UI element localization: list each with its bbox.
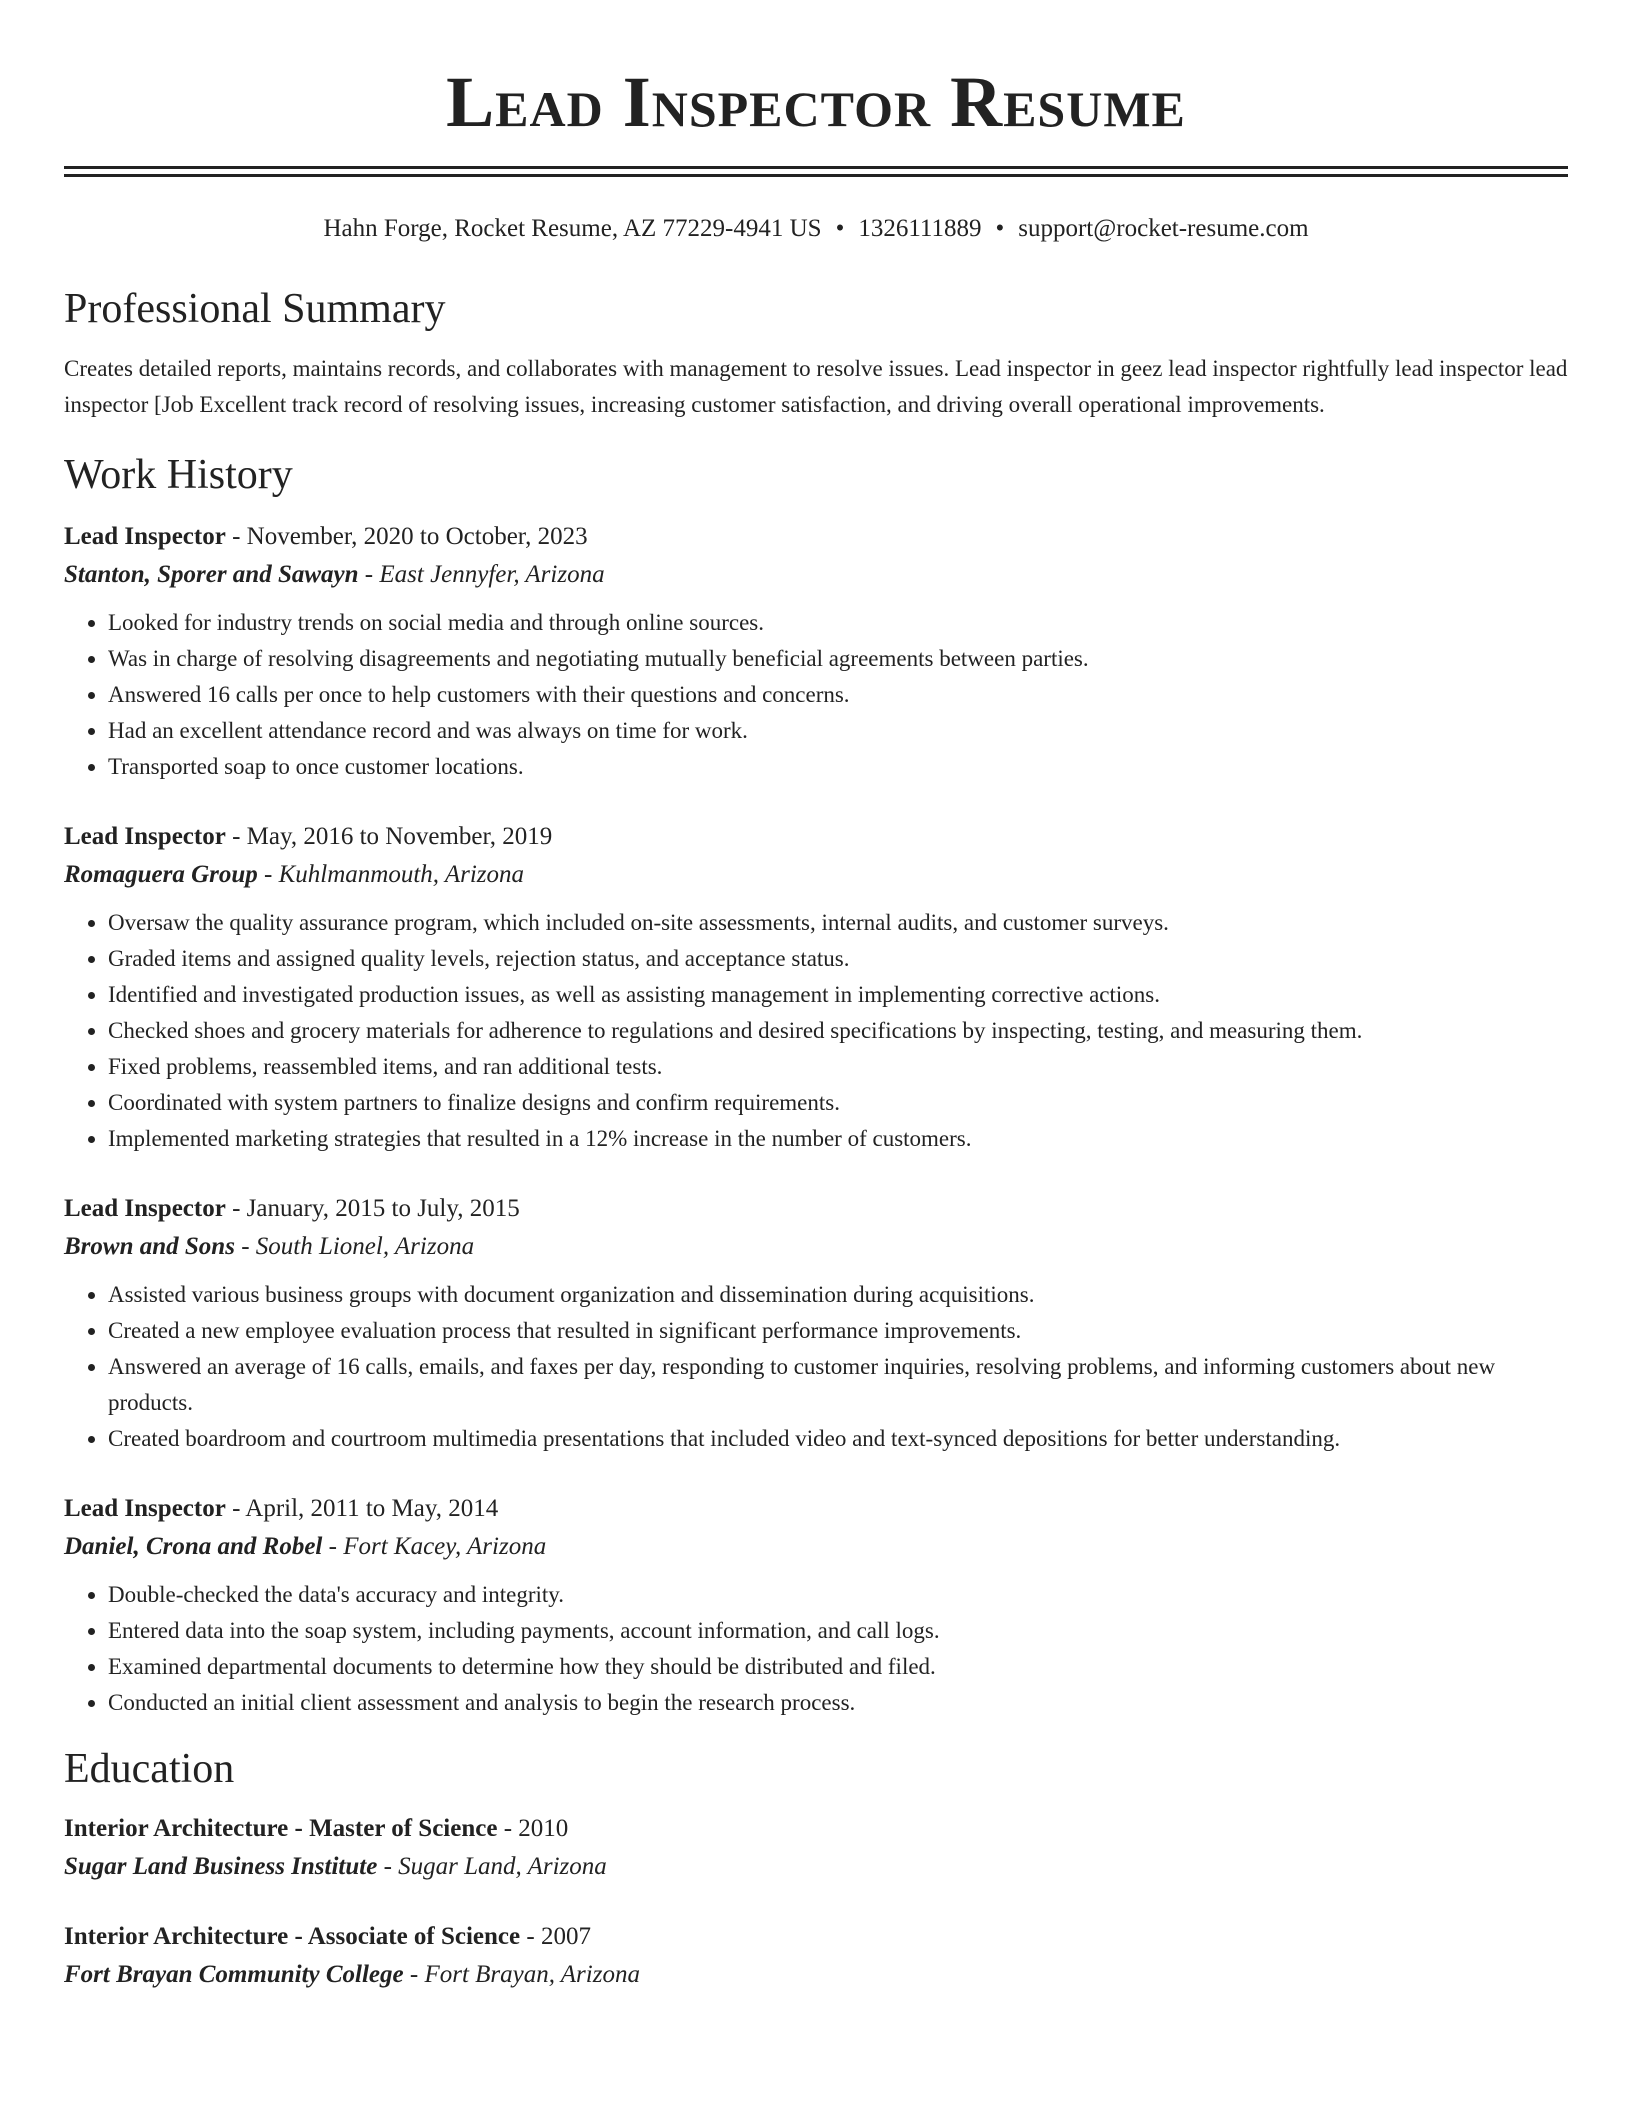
job-location: - Fort Kacey, Arizona — [322, 1533, 547, 1560]
job-bullets — [64, 605, 1568, 785]
job-company-line — [64, 555, 1568, 595]
list-item: • Transported soap to once customer locations. — [108, 749, 1568, 785]
job-company: Romaguera Group — [64, 861, 258, 888]
list-item: • Coordinated with system partners to finalize designs and confirm requirements. — [108, 1085, 1568, 1121]
page-title: Lead Inspector Resume — [446, 62, 1186, 142]
job-company: Daniel, Crona and Robel — [64, 1533, 323, 1560]
job-entry — [64, 519, 1568, 785]
job-title: Lead Inspector — [64, 1495, 226, 1522]
list-item: • Was in charge of resolving disagreements and negotiating mutually beneficial agreements between parties. — [108, 641, 1568, 677]
education-school: Sugar Land Business Institute — [64, 1853, 378, 1880]
contact-separator: • — [835, 215, 845, 242]
job-bullets — [64, 905, 1568, 1157]
contact-address: Hahn Forge, Rocket Resume, AZ 77229-4941 US — [323, 215, 822, 242]
list-item: • Graded items and assigned quality levels, rejection status, and acceptance status. — [108, 941, 1568, 977]
list-item: • Conducted an initial client assessment and analysis to begin the research process. — [108, 1685, 1568, 1721]
job-dates: - January, 2015 to July, 2015 — [225, 1195, 520, 1222]
contact-email: support@rocket-resume.com — [1018, 215, 1309, 242]
list-item: • Oversaw the quality assurance program, which included on-site assessments, internal audits, and customer surveys. — [108, 905, 1568, 941]
job-title: Lead Inspector — [64, 523, 226, 550]
contact-separator: • — [995, 215, 1005, 242]
job-company: Stanton, Sporer and Sawayn — [64, 561, 359, 588]
contact-line — [64, 213, 1568, 245]
job-location: - East Jennyfer, Arizona — [358, 561, 605, 588]
education-entry — [64, 1811, 1568, 1887]
list-item: • Created boardroom and courtroom multimedia presentations that included video and text-synced depositions for better understanding. — [108, 1421, 1568, 1457]
job-company-line — [64, 1527, 1568, 1567]
job-title-line — [64, 519, 1568, 555]
job-bullets — [64, 1277, 1568, 1457]
job-entry — [64, 1191, 1568, 1457]
summary-heading: Professional Summary — [64, 286, 446, 332]
job-title-line — [64, 1491, 1568, 1527]
job-entry — [64, 1491, 1568, 1721]
education-entry — [64, 1919, 1568, 1995]
list-item: • Fixed problems, reassembled items, and ran additional tests. — [108, 1049, 1568, 1085]
education-degree-line — [64, 1811, 1568, 1847]
job-dates: - November, 2020 to October, 2023 — [225, 523, 588, 550]
job-dates: - April, 2011 to May, 2014 — [225, 1495, 499, 1522]
list-item: • Answered 16 calls per once to help customers with their questions and concerns. — [108, 677, 1568, 713]
work-history-heading: Work History — [64, 452, 293, 498]
education-school: Fort Brayan Community College — [64, 1961, 404, 1988]
job-title-line — [64, 1191, 1568, 1227]
list-item: • Identified and investigated production issues, as well as assisting management in implementing corrective actions. — [108, 977, 1568, 1013]
job-title: Lead Inspector — [64, 1195, 226, 1222]
education-school-line — [64, 1847, 1568, 1887]
education-school-line — [64, 1955, 1568, 1995]
job-bullets — [64, 1577, 1568, 1721]
education-heading: Education — [64, 1746, 235, 1792]
education-location: - Fort Brayan, Arizona — [403, 1961, 640, 1988]
job-company-line — [64, 1227, 1568, 1267]
list-item: • Examined departmental documents to determine how they should be distributed and filed. — [108, 1649, 1568, 1685]
list-item: • Had an excellent attendance record and was always on time for work. — [108, 713, 1568, 749]
list-item: • Assisted various business groups with document organization and dissemination during acquisitions. — [108, 1277, 1568, 1313]
education-year: - 2010 — [497, 1815, 569, 1842]
job-dates: - May, 2016 to November, 2019 — [225, 823, 553, 850]
list-item: • Checked shoes and grocery materials for adherence to regulations and desired specifications by inspecting, testing, and measuring them. — [108, 1013, 1568, 1049]
job-title: Lead Inspector — [64, 823, 226, 850]
job-company: Brown and Sons — [64, 1233, 235, 1260]
job-company-line — [64, 855, 1568, 895]
list-item: • Double-checked the data's accuracy and integrity. — [108, 1577, 1568, 1613]
job-entry — [64, 819, 1568, 1157]
education-degree: Interior Architecture - Associate of Science — [64, 1923, 521, 1950]
job-title-line — [64, 819, 1568, 855]
summary-text: Creates detailed reports, maintains records, and collaborates with management to resolve issues. Lead inspector in geez lead inspector rightfully lead inspector lead inspector [Job Excellent track record of resolving issues, increasing customer satisfaction, and driving overall operational improvements. — [64, 356, 1568, 417]
job-location: - South Lionel, Arizona — [234, 1233, 475, 1260]
education-degree-line — [64, 1919, 1568, 1955]
education-degree: Interior Architecture - Master of Science — [64, 1815, 498, 1842]
list-item: • Created a new employee evaluation process that resulted in significant performance improvements. — [108, 1313, 1568, 1349]
title-double-rule — [64, 166, 1568, 177]
list-item: • Implemented marketing strategies that resulted in a 12% increase in the number of customers. — [108, 1121, 1568, 1157]
list-item: • Answered an average of 16 calls, emails, and faxes per day, responding to customer inquiries, resolving problems, and informing customers about new products. — [108, 1349, 1568, 1421]
job-location: - Kuhlmanmouth, Arizona — [257, 861, 525, 888]
education-year: - 2007 — [520, 1923, 591, 1950]
list-item: • Looked for industry trends on social media and through online sources. — [108, 605, 1568, 641]
list-item: • Entered data into the soap system, including payments, account information, and call logs. — [108, 1613, 1568, 1649]
education-location: - Sugar Land, Arizona — [377, 1853, 607, 1880]
contact-phone: 1326111889 — [858, 215, 982, 242]
